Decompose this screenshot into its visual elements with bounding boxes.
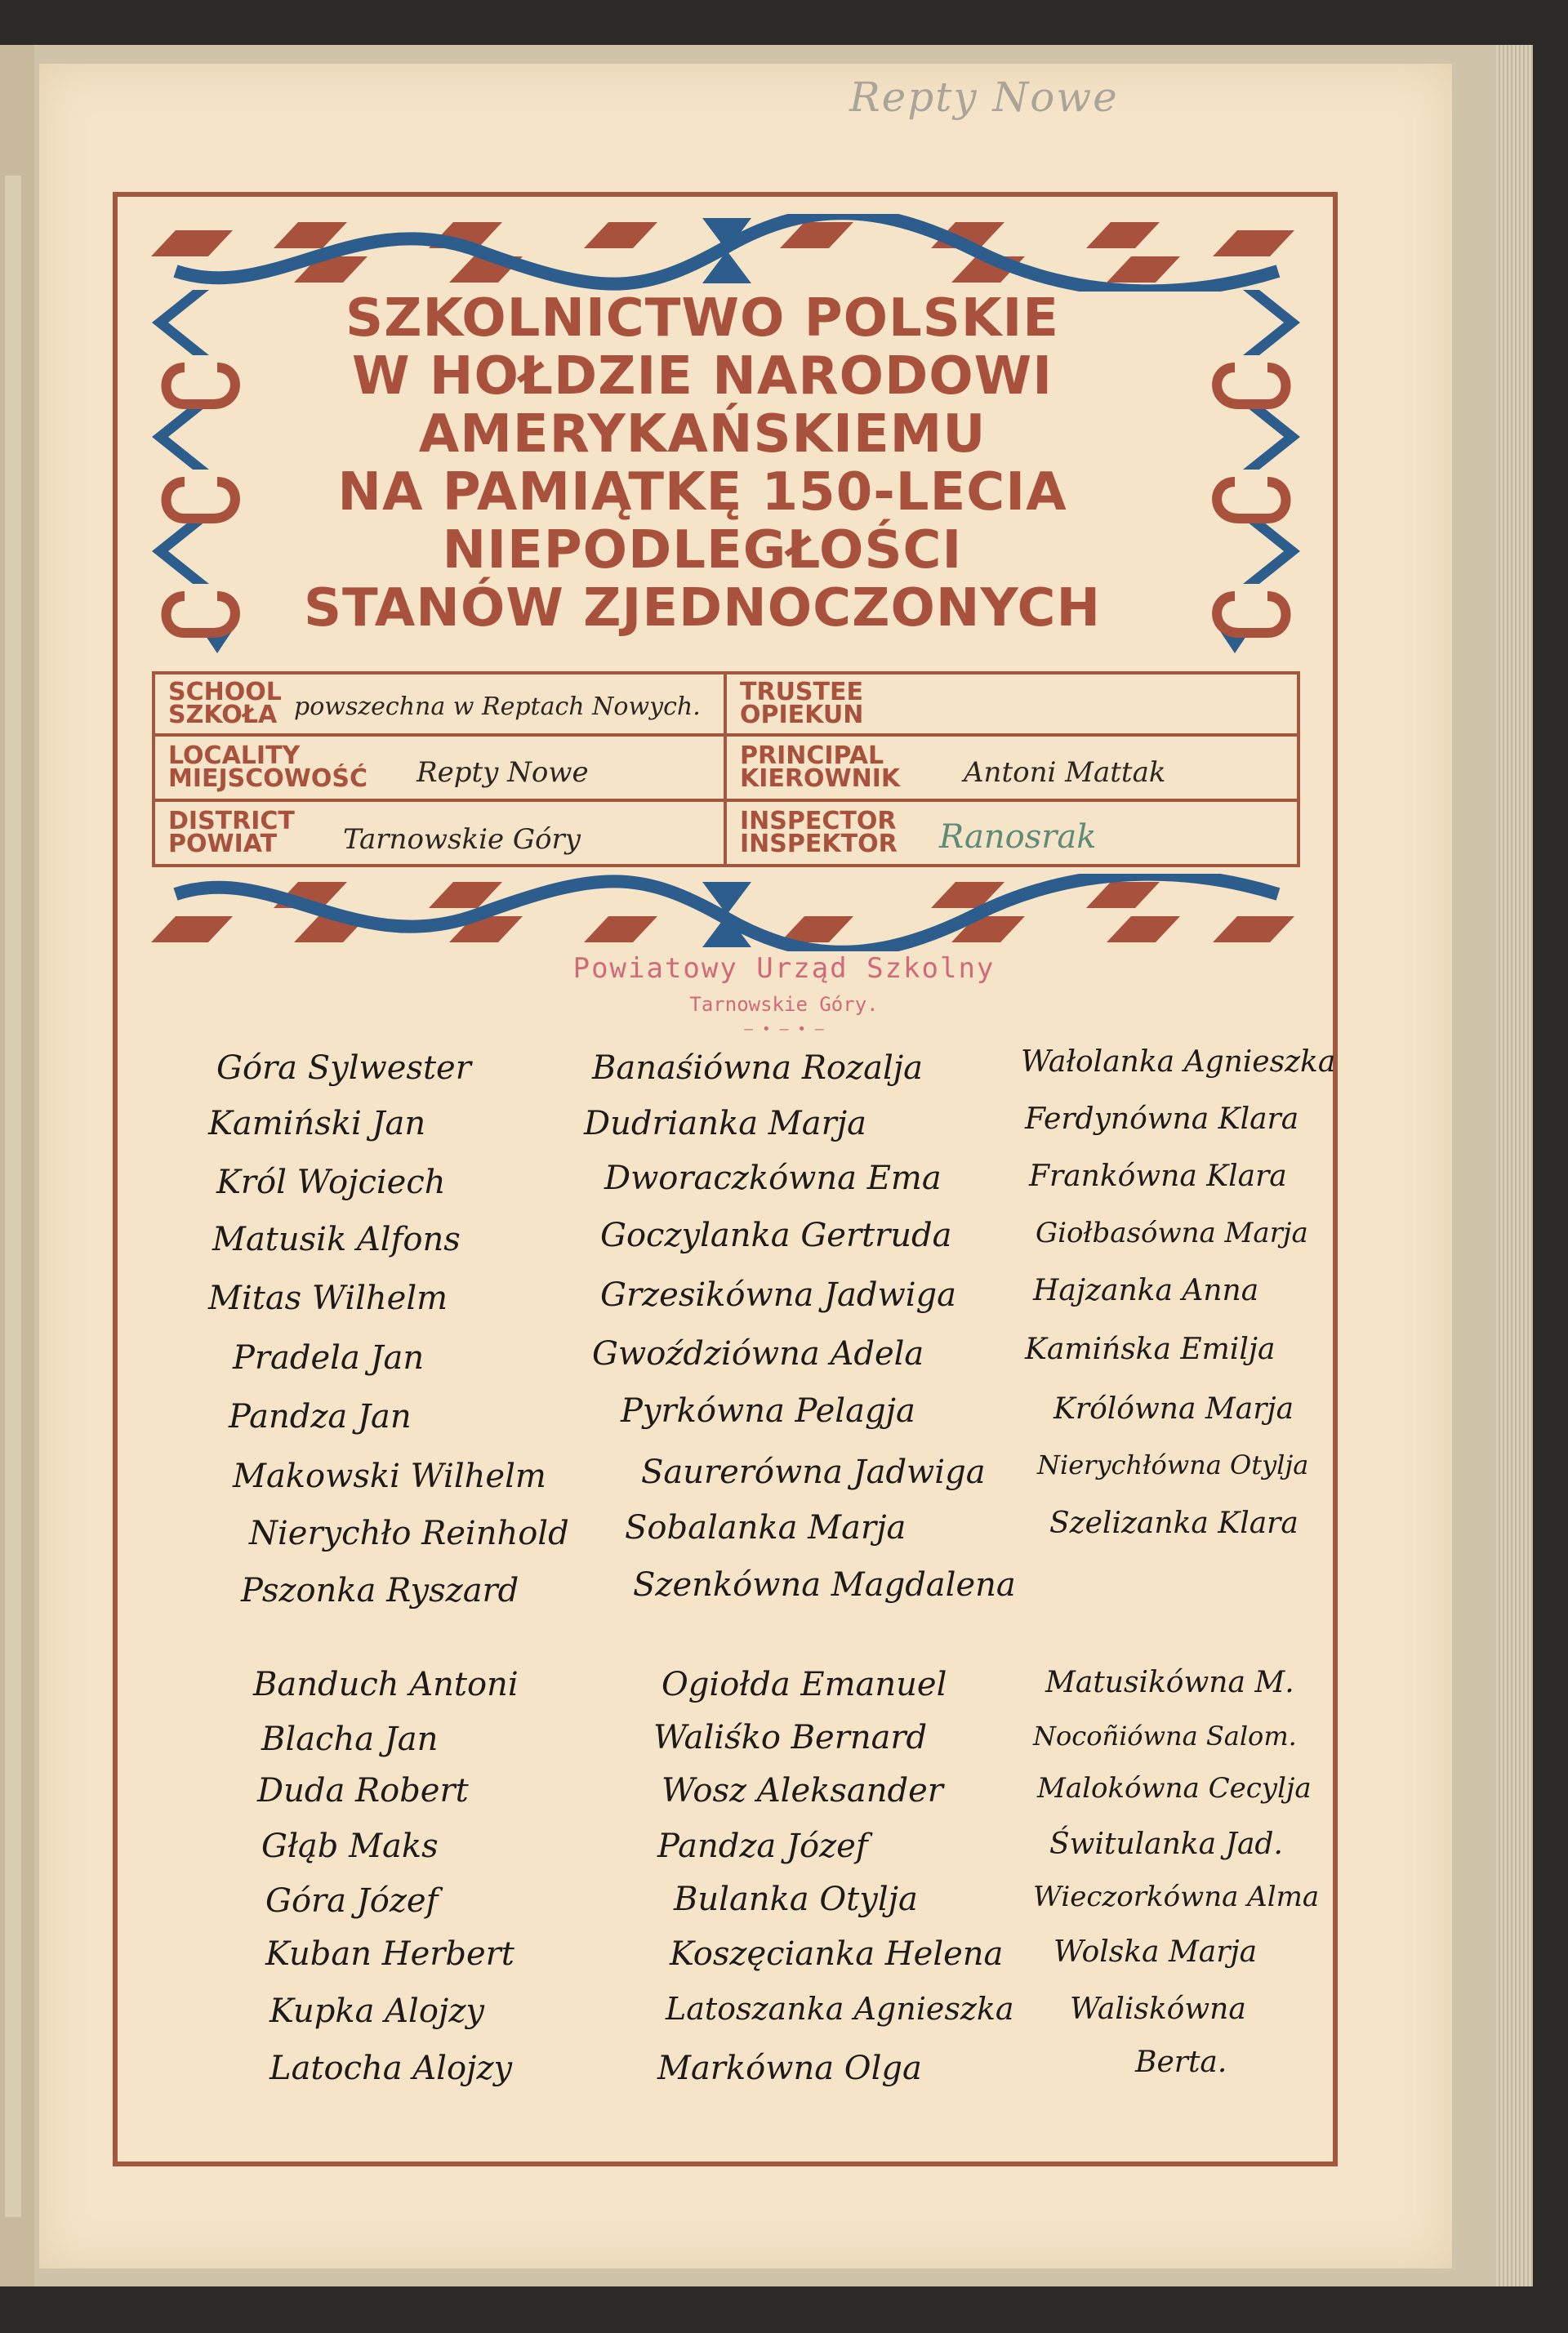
stamp-city: Tarnowskie Góry.	[689, 993, 879, 1016]
list-item: Góra Sylwester	[216, 1049, 471, 1087]
title-line-2: W HOŁDZIE NARODOWI	[352, 346, 1053, 407]
list-item: Koszęcianka Helena	[670, 1935, 1004, 1973]
pencil-note: Repty Nowe	[849, 73, 1119, 121]
list-item: Wosz Aleksander	[662, 1772, 943, 1810]
list-item: Świtulanka Jad.	[1049, 1828, 1283, 1861]
list-item: Waliśko Bernard	[653, 1719, 928, 1756]
list-item: Kamińska Emilja	[1025, 1333, 1276, 1366]
district-label-pl: POWIAT	[168, 830, 278, 858]
district-value: Tarnowskie Góry	[343, 823, 581, 856]
list-item: Goczylanka Gertruda	[600, 1217, 952, 1254]
principal-label-en: PRINCIPAL	[740, 741, 884, 770]
trustee-label-en: TRUSTEE	[740, 678, 863, 706]
list-item: Kuban Herbert	[265, 1935, 514, 1973]
list-item: Nocoñiówna Salom.	[1033, 1721, 1297, 1752]
list-item: Kamiński Jan	[208, 1105, 426, 1142]
locality-label-en: LOCALITY	[168, 741, 301, 770]
list-item: Pandza Jan	[229, 1398, 412, 1436]
school-label-en: SCHOOL	[168, 678, 282, 706]
district-label-en: DISTRICT	[168, 807, 295, 835]
list-item: Pradela Jan	[233, 1339, 425, 1377]
stamp-ornament: — • — • —	[744, 1021, 824, 1038]
list-item: Król Wojciech	[216, 1164, 446, 1201]
list-item: Mitas Wilhelm	[208, 1280, 448, 1317]
list-item: Dworaczkówna Ema	[604, 1160, 942, 1197]
title-line-4: NA PAMIĄTKĘ 150-LECIA	[337, 462, 1067, 523]
list-item: Głąb Maks	[261, 1828, 439, 1865]
list-item: Królówna Marja	[1054, 1392, 1294, 1426]
table-divider-1	[155, 733, 1297, 737]
stamp-office: Powiatowy Urząd Szkolny	[572, 952, 996, 985]
list-item: Grzesikówna Jadwiga	[600, 1276, 956, 1314]
list-item: Matusik Alfons	[212, 1221, 461, 1258]
title-line-5: NIEPODLEGŁOŚCI	[442, 520, 963, 581]
list-item: Latoszanka Agnieszka	[666, 1991, 1014, 2027]
inspector-label-en: INSPECTOR	[740, 807, 897, 835]
list-item: Makowski Wilhelm	[233, 1458, 546, 1495]
list-item: Góra Józef	[265, 1882, 439, 1920]
title-line-6: STANÓW ZJEDNOCZONYCH	[303, 578, 1102, 639]
list-item: Sobalanka Marja	[625, 1509, 906, 1547]
list-item: Berta.	[1135, 2046, 1227, 2079]
list-item: Waliskówna	[1070, 1992, 1246, 2026]
table-divider-vertical	[724, 675, 727, 864]
page-edges	[1496, 45, 1533, 2286]
list-item: Szenkówna Magdalena	[633, 1566, 1016, 1604]
list-item: Malokówna Cecylja	[1037, 1772, 1312, 1805]
principal-value: Antoni Mattak	[964, 756, 1166, 789]
inspector-label-pl: INSPEKTOR	[740, 830, 898, 858]
top-ornament	[151, 214, 1303, 292]
list-item: Dudrianka Marja	[584, 1105, 866, 1142]
list-item: Bulanka Otylja	[674, 1881, 918, 1918]
list-item: Hajzanka Anna	[1033, 1274, 1259, 1307]
list-item: Frankówna Klara	[1029, 1160, 1287, 1193]
list-item: Gwoździówna Adela	[592, 1335, 924, 1373]
list-item: Giołbasówna Marja	[1036, 1217, 1308, 1249]
school-value: powszechna w Reptach Nowych.	[294, 692, 701, 721]
list-item: Duda Robert	[257, 1772, 469, 1810]
list-item: Saurerówna Jadwiga	[641, 1454, 986, 1491]
list-item: Banaśiówna Rozalja	[592, 1049, 923, 1087]
list-item: Pandza Józef	[657, 1828, 868, 1865]
list-item: Pszonka Ryszard	[241, 1572, 519, 1610]
list-item: Blacha Jan	[261, 1721, 439, 1758]
table-divider-2	[155, 799, 1297, 802]
title-line-1: SZKOLNICTWO POLSKIE	[345, 288, 1059, 349]
locality-label-pl: MIEJSCOWOŚĆ	[168, 764, 368, 793]
document-title	[188, 290, 1217, 638]
list-item: Wolska Marja	[1054, 1935, 1258, 1969]
cover-inner	[5, 176, 21, 2217]
school-info-table	[152, 671, 1300, 867]
list-item: Matusikówna M.	[1045, 1666, 1294, 1699]
list-item: Pyrkówna Pelagja	[621, 1392, 915, 1430]
list-item: Kupka Alojzy	[270, 1992, 485, 2030]
inspector-signature: Ranosrak	[939, 818, 1097, 856]
locality-value: Repty Nowe	[416, 756, 589, 789]
title-line-3: AMERYKAŃSKIEMU	[418, 404, 987, 465]
trustee-label-pl: OPIEKUN	[740, 701, 864, 729]
list-item: Banduch Antoni	[253, 1666, 519, 1703]
bottom-ornament	[151, 874, 1303, 951]
list-item: Ogiołda Emanuel	[662, 1666, 947, 1703]
book-cover-left	[0, 45, 37, 2286]
list-item: Nierychłówna Otylja	[1037, 1449, 1309, 1480]
list-item: Szelizanka Klara	[1049, 1507, 1298, 1540]
list-item: Ferdynówna Klara	[1025, 1102, 1299, 1136]
list-item: Wieczorkówna Alma	[1033, 1881, 1320, 1913]
list-item: Wałolanka Agnieszka	[1021, 1045, 1336, 1079]
school-label-pl: SZKOŁA	[168, 701, 278, 729]
list-item: Nierychło Reinhold	[249, 1515, 569, 1552]
list-item: Latocha Alojzy	[270, 2050, 513, 2087]
principal-label-pl: KIEROWNIK	[740, 764, 901, 793]
list-item: Markówna Olga	[657, 2050, 922, 2087]
